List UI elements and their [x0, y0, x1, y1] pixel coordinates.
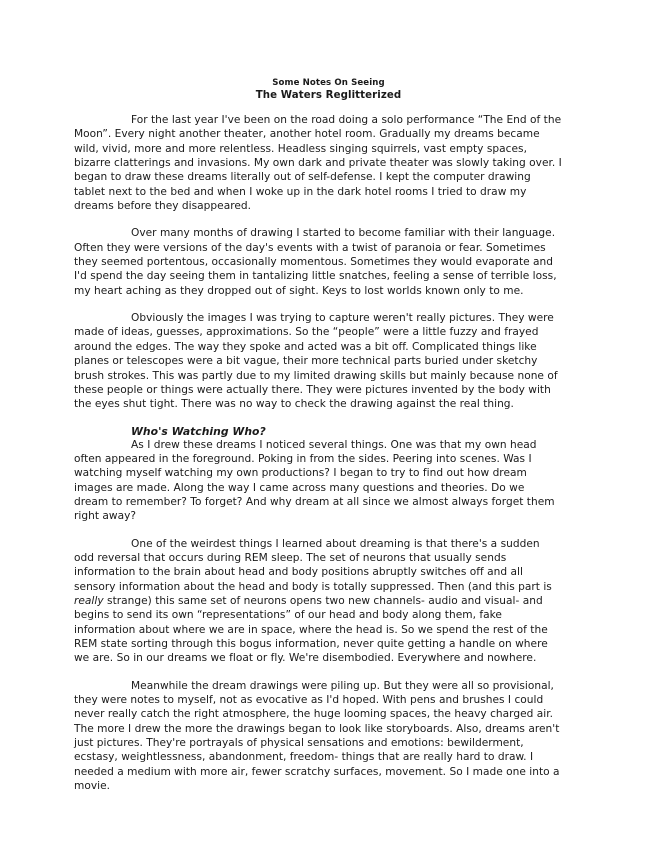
- document-title: The Waters Reglitterized: [255, 90, 402, 101]
- paragraph-own-head: As I drew these dreams I noticed several things. One was that my own head often appeared in the foreground. Poking in from the sides. Peering into scenes. Was I watching myself watching my own productions? I began to try to find out how dream images are made. Along the way I came across many questions and theories. Do we dream to remember? To forget? And why dream at all since we almost always forget them right away?: [74, 438, 555, 523]
- document-header: [0, 78, 657, 102]
- rem-text-before: One of the weirdest things I learned about dreaming is that there's a sudden odd reversal that occurs during REM sleep. The set of neurons that usually sends information to the brain about head and body positions abruptly switches off and all sensory information about the head and body is totally suppressed. Then (and this part is: [74, 537, 552, 593]
- paragraph-rem-sleep: [74, 537, 562, 666]
- paragraph-images-not-pictures: Obviously the images I was trying to capture weren't really pictures. They were made of ideas, guesses, approximations. So the “people” were a little fuzzy and frayed around the edges. The way they spoke and acted was a bit off. Complicated things like planes or telescopes were a bit vague, their more technical parts buried under sketchy brush strokes. This was partly due to my limited drawing skills but mainly because none of these people or things were actually there. They were pictures invented by the body with the eyes shut tight. There was no way to check the drawing against the real thing.: [74, 312, 558, 411]
- paragraph-dream-language: Over many months of drawing I started to become familiar with their language. Often they were versions of the day's events with a twist of paranoia or fear. Sometimes they seemed portentous, occasionally momentous. Sometimes they would evaporate and I'd spend the day seeing them in tantalizing little snatches, feeling a sense of terrible loss, my heart aching as they dropped out of sight. Keys to lost worlds known only to me.: [74, 227, 557, 297]
- section-heading-whos-watching: Who's Watching Who?: [131, 424, 266, 438]
- paragraph-dream-drawings: Meanwhile the dream drawings were piling up. But they were all so provisional, they were notes to myself, not as evocative as I'd hoped. With pens and brushes I could never really catch the right atmosphere, the huge looming spaces, the heavy charged air. The more I drew the more the drawings began to look like storyboards. Also, dreams aren't just pictures. They're portrayals of physical sensations and emotions: bewilderment, ecstasy, weightlessness, abandonment, freedom- things that are really hard to draw. I needed a medium with more air, fewer scratchy surfaces, movement. So I made one into a movie.: [74, 679, 560, 793]
- document-body: [74, 113, 562, 806]
- paragraph-road-tour: For the last year I've been on the road doing a solo performance “The End of the Moon”. Every night another theater, another hotel room. Gradually my dreams became wild, vivid, more and more relentless. Headless singing squirrels, vast empty spaces, bizarre clatterings and invasions. My own dark and private theater was slowly taking over. I began to draw these dreams literally out of self-defense. I kept the computer drawing tablet next to the bed and when I woke up in the dark hotel rooms I tried to draw my dreams before they disappeared.: [74, 114, 562, 213]
- document-subtitle: Some Notes On Seeing: [272, 78, 385, 88]
- rem-text-after: strange) this same set of neurons opens two new channels- audio and visual- and begins to send its own “representations” of our head and body along them, fake information about where we are in space, where the head is. So we spend the rest of the REM state sorting through this bogus information, never quite getting a handle on where we are. So in our dreams we float or fly. We're disembodied. Everywhere and nowhere.: [74, 594, 548, 665]
- rem-text-emphasis: really: [74, 594, 104, 607]
